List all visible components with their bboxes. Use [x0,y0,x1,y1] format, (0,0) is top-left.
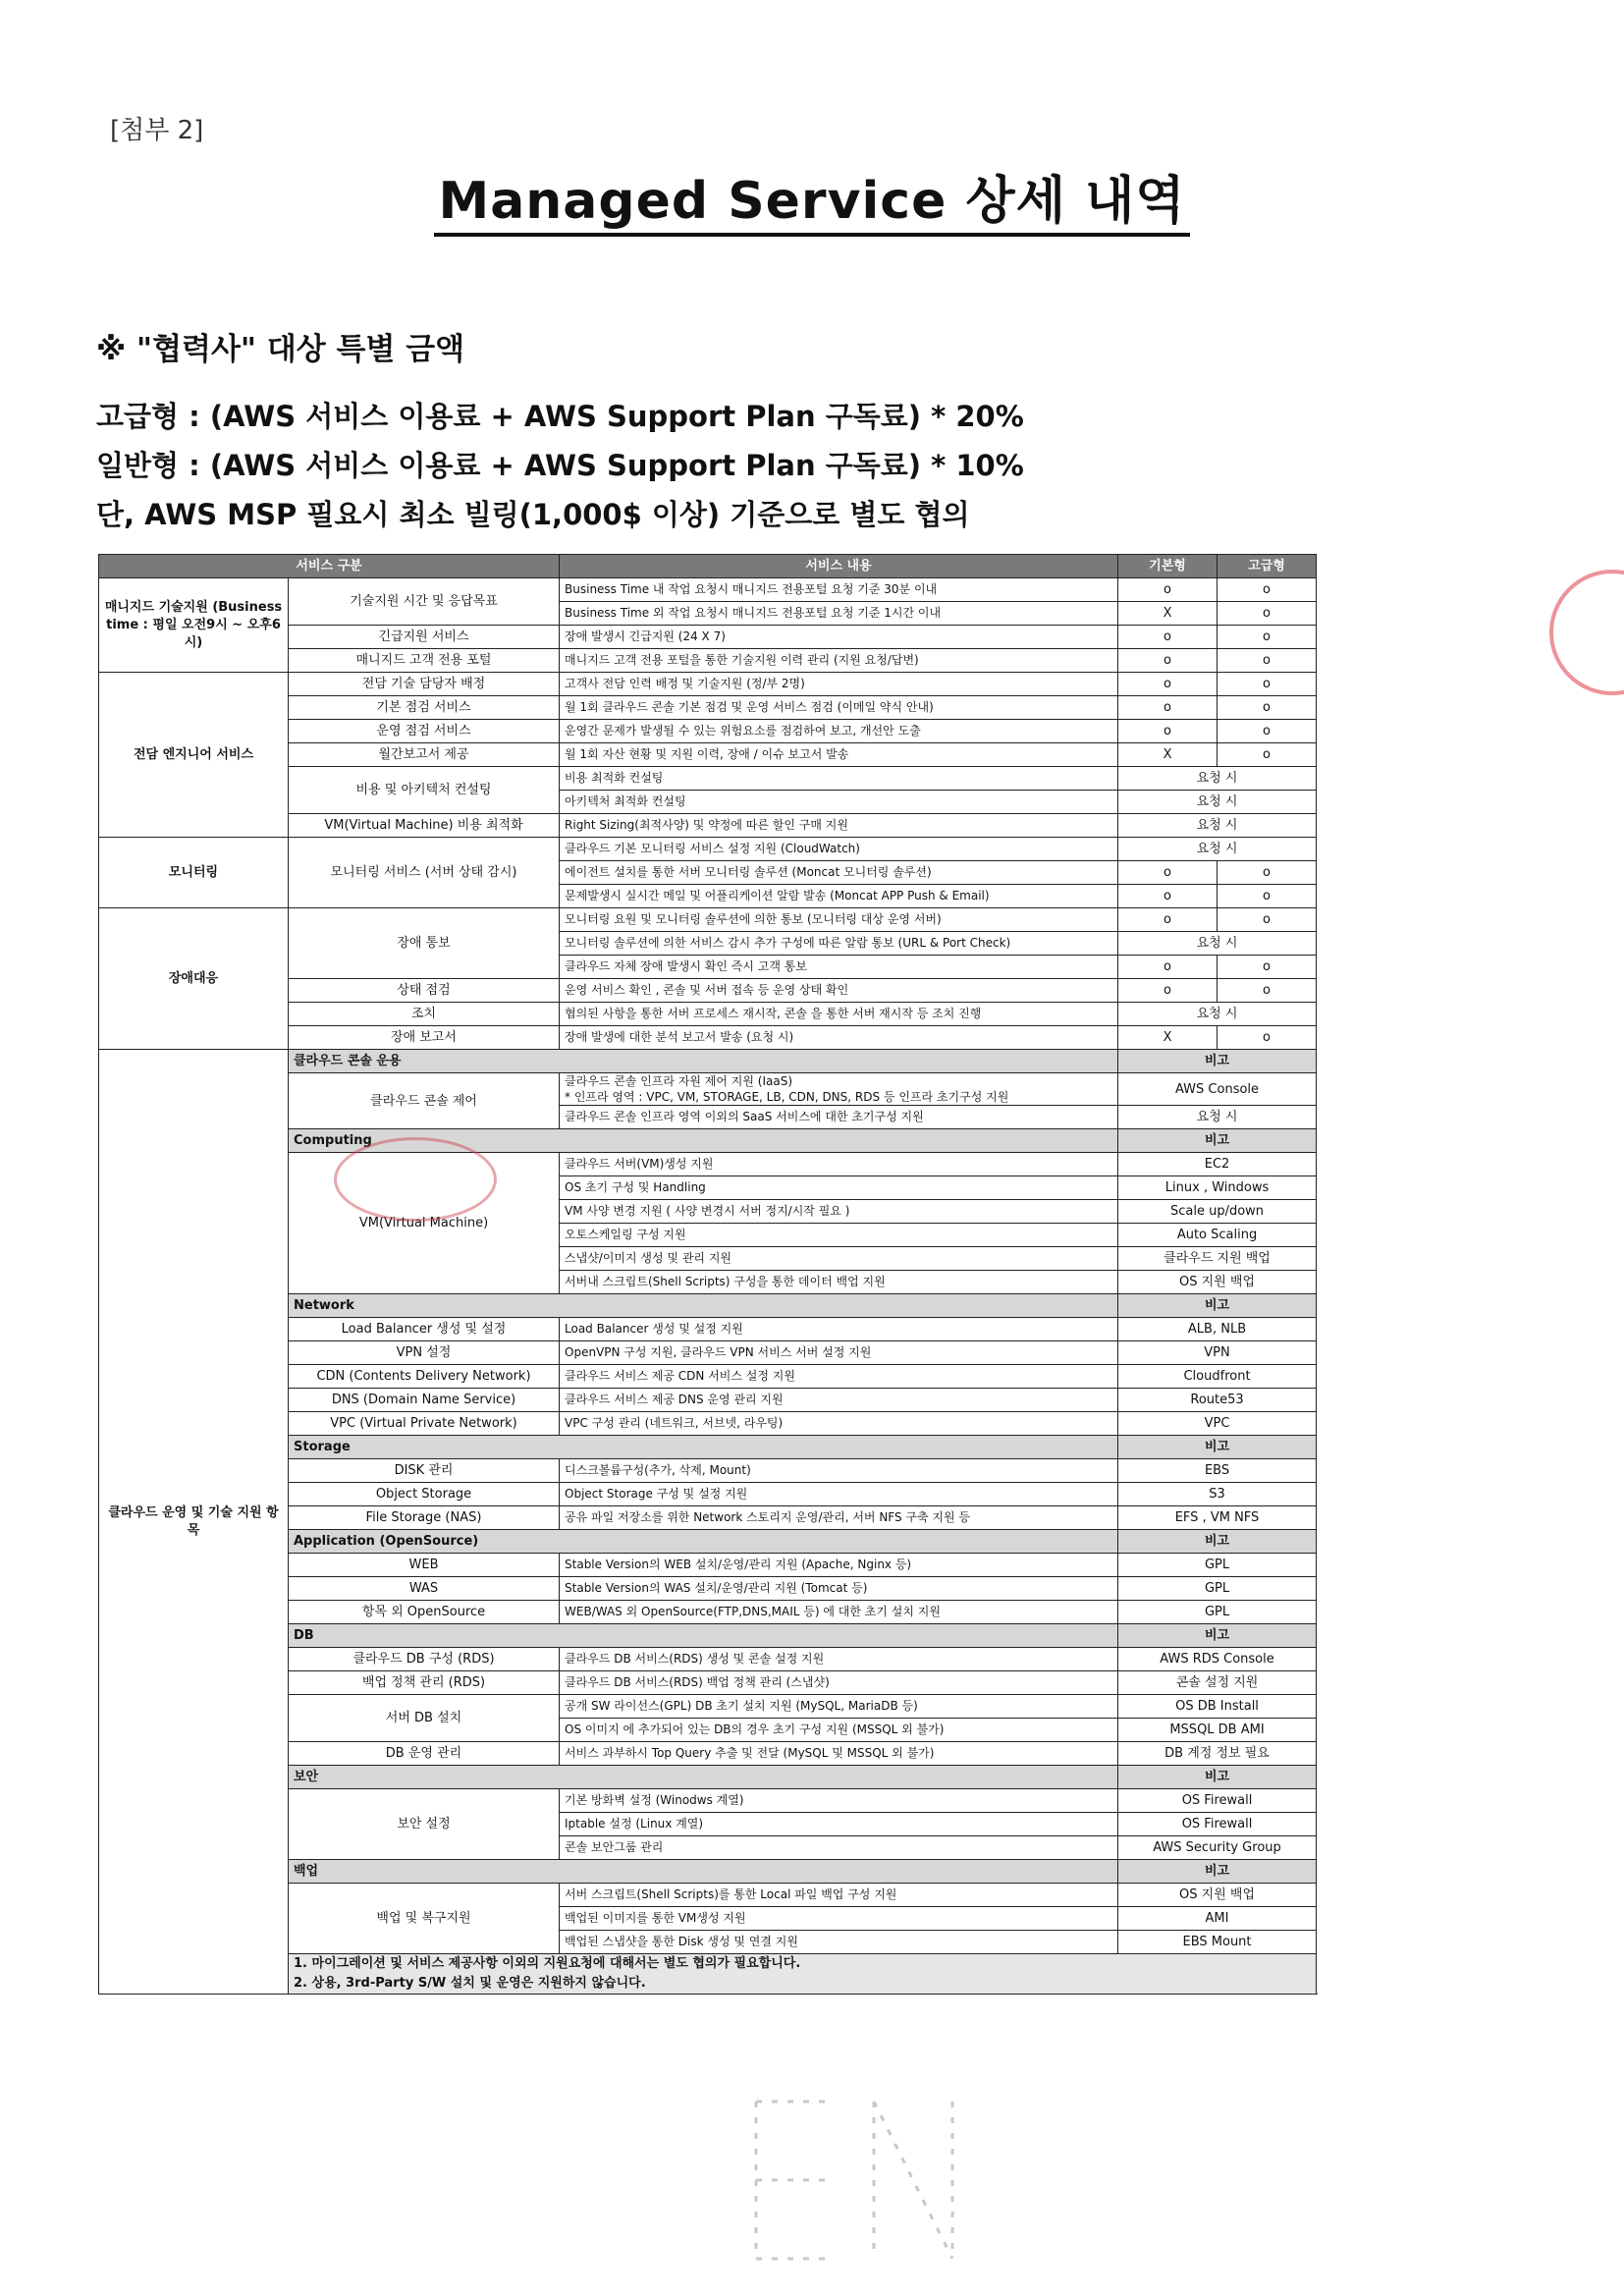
service-name: 월간보고서 제공 [289,743,560,767]
service-desc: 문제발생시 실시간 메일 및 어플리케이션 알람 발송 (Moncat APP Push & Email) [560,885,1118,908]
service-name: 기본 점검 서비스 [289,696,560,720]
table-row [99,838,1317,861]
page-title [0,159,1624,233]
service-desc: Load Balancer 생성 및 설정 지원 [560,1318,1118,1341]
note-cell: Scale up/down [1118,1200,1317,1224]
service-desc-sub: * 인프라 영역 : VPC, VM, STORAGE, LB, CDN, DNS, RDS 등 인프라 초기구성 지원 [565,1090,1009,1104]
note-header: 비고 [1118,1766,1317,1789]
service-name: 백업 및 복구지원 [289,1884,560,1954]
special-price-heading: ※ "협력사" 대상 특별 금액 [96,332,465,367]
service-desc: VPC 구성 관리 (네트워크, 서브넷, 라우팅) [560,1412,1118,1436]
service-desc: 클라우드 DB 서비스(RDS) 생성 및 콘솔 설정 지원 [560,1648,1118,1671]
premium-mark: o [1218,861,1317,885]
service-desc: 에이전트 설치를 통한 서버 모니터링 솔루션 (Moncat 모니터링 솔루션) [560,861,1118,885]
basic-mark: o [1118,861,1218,885]
service-desc [560,1073,1118,1106]
service-desc: WEB/WAS 외 OpenSource(FTP,DNS,MAIL 등) 에 대한 초기 설치 지원 [560,1601,1118,1624]
category-monitoring: 모니터링 [99,838,289,908]
service-name: Object Storage [289,1483,560,1506]
service-desc: 백업된 스냅샷을 통한 Disk 생성 및 연결 지원 [560,1931,1118,1954]
service-name: 장애 보고서 [289,1026,560,1050]
service-desc: Business Time 내 작업 요청시 매니지드 전용포털 요청 기준 30분 이내 [560,578,1118,602]
col-header-premium: 고급형 [1218,555,1317,578]
service-name: VM(Virtual Machine) [289,1153,560,1294]
service-desc: 장애 발생에 대한 분석 보고서 발송 (요청 시) [560,1026,1118,1050]
service-desc: OS 초기 구성 및 Handling [560,1176,1118,1200]
note-cell: OS Firewall [1118,1789,1317,1813]
service-name: 비용 및 아키텍처 컨설팅 [289,767,560,814]
table-header-row [99,555,1317,578]
basic-mark: o [1118,720,1218,743]
service-name: DISK 관리 [289,1459,560,1483]
service-name: VPC (Virtual Private Network) [289,1412,560,1436]
service-desc: 운영간 문제가 발생될 수 있는 위험요소를 점검하여 보고, 개선안 도출 [560,720,1118,743]
note-cell: S3 [1118,1483,1317,1506]
note-cell: EBS [1118,1459,1317,1483]
company-seal-stamp [1549,570,1624,695]
service-desc: 콘솔 보안그룹 관리 [560,1836,1118,1860]
note-cell: AWS Security Group [1118,1836,1317,1860]
service-name: 운영 점검 서비스 [289,720,560,743]
premium-mark: o [1218,626,1317,649]
service-name: 긴급지원 서비스 [289,626,560,649]
col-header-basic: 기본형 [1118,555,1218,578]
on-request-mark: 요청 시 [1118,932,1317,956]
service-name: 백업 정책 관리 (RDS) [289,1671,560,1695]
note-cell: Auto Scaling [1118,1224,1317,1247]
note-cell: ALB, NLB [1118,1318,1317,1341]
category-managed: 매니지드 기술지원 (Business time : 평일 오전9시 ~ 오후6시) [99,578,289,673]
basic-mark: o [1118,956,1218,979]
service-name: WAS [289,1577,560,1601]
premium-mark: o [1218,979,1317,1003]
service-name: 보안 설정 [289,1789,560,1860]
service-desc: 협의된 사항을 통한 서버 프로세스 재시작, 콘솔 을 통한 서버 재시작 등 조치 진행 [560,1003,1118,1026]
premium-mark: o [1218,885,1317,908]
note-cell: DB 계정 정보 필요 [1118,1742,1317,1766]
note-cell: 콘솔 설정 지원 [1118,1671,1317,1695]
service-name: 클라우드 DB 구성 (RDS) [289,1648,560,1671]
col-header-content: 서비스 내용 [560,555,1118,578]
note-cell: Linux , Windows [1118,1176,1317,1200]
service-desc: 기본 방화벽 설정 (Winodws 계열) [560,1789,1118,1813]
service-name: CDN (Contents Delivery Network) [289,1365,560,1389]
service-desc: Object Storage 구성 및 설정 지원 [560,1483,1118,1506]
pricing-msp-note: 단, AWS MSP 필요시 최소 빌링(1,000$ 이상) 기준으로 별도 협의 [96,498,970,531]
service-desc: Iptable 설정 (Linux 계열) [560,1813,1118,1836]
footnote-1: 1. 마이그레이션 및 서비스 제공사항 이외의 지원요청에 대해서는 별도 협의가 필요합니다. [294,1956,801,1971]
service-name: 상태 점검 [289,979,560,1003]
service-desc: Stable Version의 WAS 설치/운영/관리 지원 (Tomcat 등) [560,1577,1118,1601]
category-incident: 장애대응 [99,908,289,1050]
premium-mark: o [1218,673,1317,696]
perforation-watermark [746,2082,972,2278]
note-cell: 요청 시 [1118,1106,1317,1129]
service-desc: VM 사양 변경 지원 ( 사양 변경시 서버 정지/시작 필요 ) [560,1200,1118,1224]
service-desc: 모니터링 솔루션에 의한 서비스 감시 추가 구성에 따른 알람 통보 (URL & Port Check) [560,932,1118,956]
basic-mark: o [1118,626,1218,649]
section-title: Computing [289,1129,1118,1153]
section-title: Storage [289,1436,1118,1459]
basic-mark: X [1118,602,1218,626]
note-cell: EFS , VM NFS [1118,1506,1317,1530]
service-name: 항목 외 OpenSource [289,1601,560,1624]
service-desc: 월 1회 자산 현황 및 지원 이력, 장애 / 이슈 보고서 발송 [560,743,1118,767]
note-cell: GPL [1118,1577,1317,1601]
title-text: Managed Service 상세 내역 [434,172,1189,237]
service-desc: 오토스케일링 구성 지원 [560,1224,1118,1247]
note-cell: GPL [1118,1554,1317,1577]
pricing-premium: 고급형 : (AWS 서비스 이용료 + AWS Support Plan 구독료) * 20% [96,400,1024,433]
service-desc: 모니터링 요원 및 모니터링 솔루션에 의한 통보 (모니터링 대상 운영 서버) [560,908,1118,932]
service-desc: 서비스 과부하시 Top Query 추출 및 전달 (MySQL 및 MSSQL 외 불가) [560,1742,1118,1766]
premium-mark: o [1218,696,1317,720]
note-cell: OS 지원 백업 [1118,1884,1317,1907]
service-desc: OS 이미지 에 추가되어 있는 DB의 경우 초기 구성 지원 (MSSQL 외 불가) [560,1719,1118,1742]
category-cloud: 클라우드 운영 및 기술 지원 항목 [99,1050,289,1995]
service-name: 모니터링 서비스 (서버 상태 감시) [289,838,560,908]
service-desc: Right Sizing(최적사양) 및 약정에 따른 할인 구매 지원 [560,814,1118,838]
note-cell: OS 지원 백업 [1118,1271,1317,1294]
service-desc: 고객사 전담 인력 배정 및 기술지원 (정/부 2명) [560,673,1118,696]
service-desc-line: 클라우드 콘솔 인프라 자원 제어 지원 (IaaS) [565,1074,793,1088]
on-request-mark: 요청 시 [1118,838,1317,861]
service-desc: Business Time 외 작업 요청시 매니지드 전용포털 요청 기준 1시간 이내 [560,602,1118,626]
service-desc: 스냅샷/이미지 생성 및 관리 지원 [560,1247,1118,1271]
basic-mark: o [1118,696,1218,720]
service-desc: 클라우드 서비스 제공 CDN 서비스 설정 지원 [560,1365,1118,1389]
pricing-basic: 일반형 : (AWS 서비스 이용료 + AWS Support Plan 구독료) * 10% [96,449,1024,482]
note-cell: GPL [1118,1601,1317,1624]
premium-mark: o [1218,578,1317,602]
section-title: Network [289,1294,1118,1318]
premium-mark: o [1218,720,1317,743]
table-row [99,908,1317,932]
on-request-mark: 요청 시 [1118,767,1317,791]
note-cell: OS DB Install [1118,1695,1317,1719]
service-desc: 운영 서비스 확인 , 콘솔 및 서버 접속 등 운영 상태 확인 [560,979,1118,1003]
premium-mark: o [1218,956,1317,979]
note-cell: EC2 [1118,1153,1317,1176]
service-name: DNS (Domain Name Service) [289,1389,560,1412]
service-desc: 비용 최적화 컨설팅 [560,767,1118,791]
basic-mark: o [1118,649,1218,673]
service-name: VM(Virtual Machine) 비용 최적화 [289,814,560,838]
service-name: 전담 기술 담당자 배정 [289,673,560,696]
service-name: Load Balancer 생성 및 설정 [289,1318,560,1341]
premium-mark: o [1218,1026,1317,1050]
note-cell: AWS Console [1118,1073,1317,1106]
note-header: 비고 [1118,1294,1317,1318]
note-cell: OS Firewall [1118,1813,1317,1836]
basic-mark: X [1118,1026,1218,1050]
on-request-mark: 요청 시 [1118,791,1317,814]
note-header: 비고 [1118,1436,1317,1459]
note-cell: VPC [1118,1412,1317,1436]
service-name: DB 운영 관리 [289,1742,560,1766]
service-desc: 공개 SW 라이선스(GPL) DB 초기 설치 지원 (MySQL, MariaDB 등) [560,1695,1118,1719]
service-name: 조치 [289,1003,560,1026]
note-header: 비고 [1118,1624,1317,1648]
attachment-label: [첨부 2] [110,116,204,145]
service-desc: 서버내 스크립트(Shell Scripts) 구성을 통한 데이터 백업 지원 [560,1271,1118,1294]
premium-mark: o [1218,649,1317,673]
footnotes [289,1954,1317,1995]
service-desc: 월 1회 클라우드 콘솔 기본 점검 및 운영 서비스 점검 (이메일 약식 안내) [560,696,1118,720]
service-desc: Stable Version의 WEB 설치/운영/관리 지원 (Apache, Nginx 등) [560,1554,1118,1577]
note-header: 비고 [1118,1129,1317,1153]
note-cell: Cloudfront [1118,1365,1317,1389]
note-cell: VPN [1118,1341,1317,1365]
table-row [99,578,1317,602]
service-desc: 매니지드 고객 전용 포털을 통한 기술지원 이력 관리 (지원 요청/답변) [560,649,1118,673]
service-desc: 디스크볼륨구성(추가, 삭제, Mount) [560,1459,1118,1483]
service-desc: 백업된 이미지를 통한 VM생성 지원 [560,1907,1118,1931]
service-desc: 공유 파일 저장소를 위한 Network 스토리지 운영/관리, 서버 NFS 구축 지원 등 [560,1506,1118,1530]
service-desc: 아키텍처 최적화 컨설팅 [560,791,1118,814]
col-header-category: 서비스 구분 [99,555,560,578]
basic-mark: o [1118,979,1218,1003]
table-row [99,673,1317,696]
note-cell: EBS Mount [1118,1931,1317,1954]
premium-mark: o [1218,743,1317,767]
service-desc: 서버 스크립트(Shell Scripts)를 통한 Local 파일 백업 구성 지원 [560,1884,1118,1907]
service-desc: 장애 발생시 긴급지원 (24 X 7) [560,626,1118,649]
premium-mark: o [1218,602,1317,626]
section-title: 백업 [289,1860,1118,1884]
service-desc: OpenVPN 구성 지원, 클라우드 VPN 서비스 서버 설정 지원 [560,1341,1118,1365]
note-header: 비고 [1118,1860,1317,1884]
partial-seal-stamp [334,1137,497,1222]
basic-mark: X [1118,743,1218,767]
note-cell: AWS RDS Console [1118,1648,1317,1671]
service-name: 장애 통보 [289,908,560,979]
service-name: 클라우드 콘솔 제어 [289,1073,560,1129]
section-title: 보안 [289,1766,1118,1789]
service-desc: 클라우드 서비스 제공 DNS 운영 관리 지원 [560,1389,1118,1412]
note-header: 비고 [1118,1050,1317,1073]
on-request-mark: 요청 시 [1118,1003,1317,1026]
service-desc: 클라우드 기본 모니터링 서비스 설정 지원 (CloudWatch) [560,838,1118,861]
basic-mark: o [1118,885,1218,908]
on-request-mark: 요청 시 [1118,814,1317,838]
service-name: 매니지드 고객 전용 포털 [289,649,560,673]
premium-mark: o [1218,908,1317,932]
service-detail-table [98,554,1317,1995]
section-title: 클라우드 콘솔 운용 [289,1050,1118,1073]
footnote-2: 2. 상용, 3rd-Party S/W 설치 및 운영은 지원하지 않습니다. [294,1976,646,1991]
service-name: VPN 설정 [289,1341,560,1365]
note-cell: MSSQL DB AMI [1118,1719,1317,1742]
note-header: 비고 [1118,1530,1317,1554]
service-name: File Storage (NAS) [289,1506,560,1530]
service-name: WEB [289,1554,560,1577]
basic-mark: o [1118,673,1218,696]
service-name: 기술지원 시간 및 응답목표 [289,578,560,626]
service-desc: 클라우드 DB 서비스(RDS) 백업 정책 관리 (스냅샷) [560,1671,1118,1695]
category-engineer: 전담 엔지니어 서비스 [99,673,289,838]
section-title: DB [289,1624,1118,1648]
service-desc: 클라우드 콘솔 인프라 영역 이외의 SaaS 서비스에 대한 초기구성 지원 [560,1106,1118,1129]
note-cell: 클라우드 지원 백업 [1118,1247,1317,1271]
section-title: Application (OpenSource) [289,1530,1118,1554]
service-desc: 클라우드 자체 장애 발생시 확인 즉시 고객 통보 [560,956,1118,979]
section-row [99,1050,1317,1073]
note-cell: AMI [1118,1907,1317,1931]
note-cell: Route53 [1118,1389,1317,1412]
service-name: 서버 DB 설치 [289,1695,560,1742]
basic-mark: o [1118,578,1218,602]
service-desc: 클라우드 서버(VM)생성 지원 [560,1153,1118,1176]
basic-mark: o [1118,908,1218,932]
